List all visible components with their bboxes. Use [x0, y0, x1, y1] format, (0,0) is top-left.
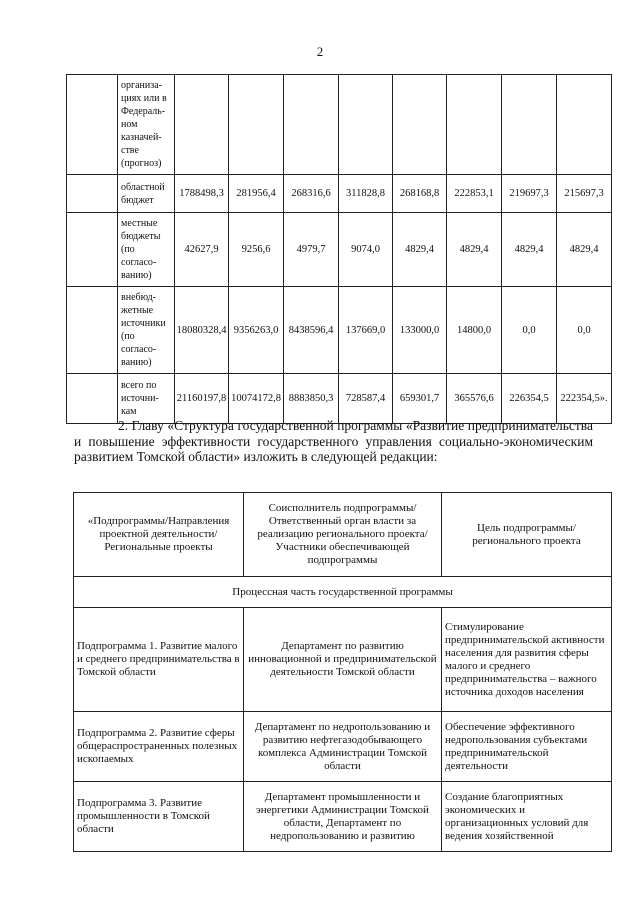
subprogram-name: Подпрограмма 2. Развитие сферы общераспространенных полезных ископаемых — [74, 712, 244, 782]
table-row — [74, 782, 612, 852]
funding-value-cell: 215697,3 — [557, 175, 612, 213]
header-executors: Соисполнитель подпрограммы/Ответственный орган власти за реализацию регионального проекта/Участники обеспечивающей подпрограммы — [244, 493, 442, 577]
funding-value-cell: 226354,5 — [502, 374, 557, 424]
subprogram-executor: Департамент по развитию инновационной и предпринимательской деятельности Томской области — [244, 608, 442, 712]
funding-value-cell: 311828,8 — [339, 175, 393, 213]
funding-value-cell — [229, 75, 284, 175]
funding-value-cell — [393, 75, 447, 175]
table-row — [67, 175, 612, 213]
table-row — [74, 608, 612, 712]
funding-value-cell: 222853,1 — [447, 175, 502, 213]
empty-cell — [67, 374, 118, 424]
funding-value-cell: 281956,4 — [229, 175, 284, 213]
funding-source-label: всего по источни- кам — [118, 374, 175, 424]
funding-value-cell: 219697,3 — [502, 175, 557, 213]
funding-value-cell: 0,0 — [557, 287, 612, 374]
funding-value-cell: 10074172,8 — [229, 374, 284, 424]
subprogram-executor: Департамент промышленности и энергетики Администрации Томской области, Департамент по недропользованию и развитию — [244, 782, 442, 852]
funding-value-cell — [447, 75, 502, 175]
funding-value-cell: 4979,7 — [284, 213, 339, 287]
subprogram-goal: Обеспечение эффективного недропользования субъектами предпринимательской деятельности — [442, 712, 612, 782]
funding-value-cell — [339, 75, 393, 175]
funding-value-cell: 42627,9 — [175, 213, 229, 287]
funding-value-cell: 0,0 — [502, 287, 557, 374]
funding-value-cell: 365576,6 — [447, 374, 502, 424]
funding-value-cell: 728587,4 — [339, 374, 393, 424]
funding-value-cell: 9256,6 — [229, 213, 284, 287]
funding-value-cell: 133000,0 — [393, 287, 447, 374]
funding-value-cell — [502, 75, 557, 175]
funding-value-cell: 4829,4 — [502, 213, 557, 287]
subprogram-goal: Создание благоприятных экономических и организационных условий для ведения хозяйственной — [442, 782, 612, 852]
funding-source-label: местные бюджеты (по согласо- ванию) — [118, 213, 175, 287]
funding-value-cell: 222354,5». — [557, 374, 612, 424]
funding-value-cell: 4829,4 — [447, 213, 502, 287]
funding-value-cell: 8883850,3 — [284, 374, 339, 424]
empty-cell — [67, 175, 118, 213]
funding-value-cell: 9074,0 — [339, 213, 393, 287]
funding-value-cell — [284, 75, 339, 175]
header-goal: Цель подпрограммы/регионального проекта — [442, 493, 612, 577]
funding-value-cell: 8438596,4 — [284, 287, 339, 374]
amendment-text: 2. Главу «Структура государственной программы «Развитие предпринимательства и повышение эффективности государственного управления социально-экономическим развитием Томской области» изложить в следующей редакции: — [74, 418, 593, 464]
program-structure-table — [73, 492, 612, 852]
table-row — [67, 213, 612, 287]
section-title: Процессная часть государственной программы — [74, 577, 612, 608]
funding-value-cell: 268168,8 — [393, 175, 447, 213]
table-row — [67, 287, 612, 374]
funding-source-label: внебюд- жетные источники (по согласо- ванию) — [118, 287, 175, 374]
funding-value-cell: 14800,0 — [447, 287, 502, 374]
funding-value-cell: 9356263,0 — [229, 287, 284, 374]
table-row — [67, 75, 612, 175]
header-subprograms: «Подпрограммы/Направления проектной деятельности/Региональные проекты — [74, 493, 244, 577]
subprogram-name: Подпрограмма 1. Развитие малого и среднего предпринимательства в Томской области — [74, 608, 244, 712]
empty-cell — [67, 213, 118, 287]
subprogram-executor: Департамент по недропользованию и развитию нефтегазодобывающего комплекса Администрации Томской области — [244, 712, 442, 782]
funding-value-cell: 4829,4 — [557, 213, 612, 287]
funding-value-cell: 4829,4 — [393, 213, 447, 287]
funding-source-label: областной бюджет — [118, 175, 175, 213]
funding-source-label: организа- циях или в Федераль- ном казначей- стве (прогноз) — [118, 75, 175, 175]
funding-value-cell — [175, 75, 229, 175]
empty-cell — [67, 287, 118, 374]
section-row — [74, 577, 612, 608]
table-row — [74, 712, 612, 782]
funding-value-cell: 137669,0 — [339, 287, 393, 374]
funding-value-cell: 18080328,4 — [175, 287, 229, 374]
table-header-row — [74, 493, 612, 577]
funding-value-cell: 268316,6 — [284, 175, 339, 213]
subprogram-name: Подпрограмма 3. Развитие промышленности в Томской области — [74, 782, 244, 852]
funding-value-cell — [557, 75, 612, 175]
table-row — [67, 374, 612, 424]
funding-value-cell: 659301,7 — [393, 374, 447, 424]
page-number: 2 — [316, 44, 324, 59]
funding-continuation-table — [66, 74, 612, 424]
subprogram-goal: Стимулирование предпринимательской активности населения для развития сферы малого и среднего предпринимательства – важного источника доходов населения — [442, 608, 612, 712]
amendment-paragraph — [74, 418, 593, 465]
empty-cell — [67, 75, 118, 175]
funding-value-cell: 1788498,3 — [175, 175, 229, 213]
funding-value-cell: 21160197,8 — [175, 374, 229, 424]
